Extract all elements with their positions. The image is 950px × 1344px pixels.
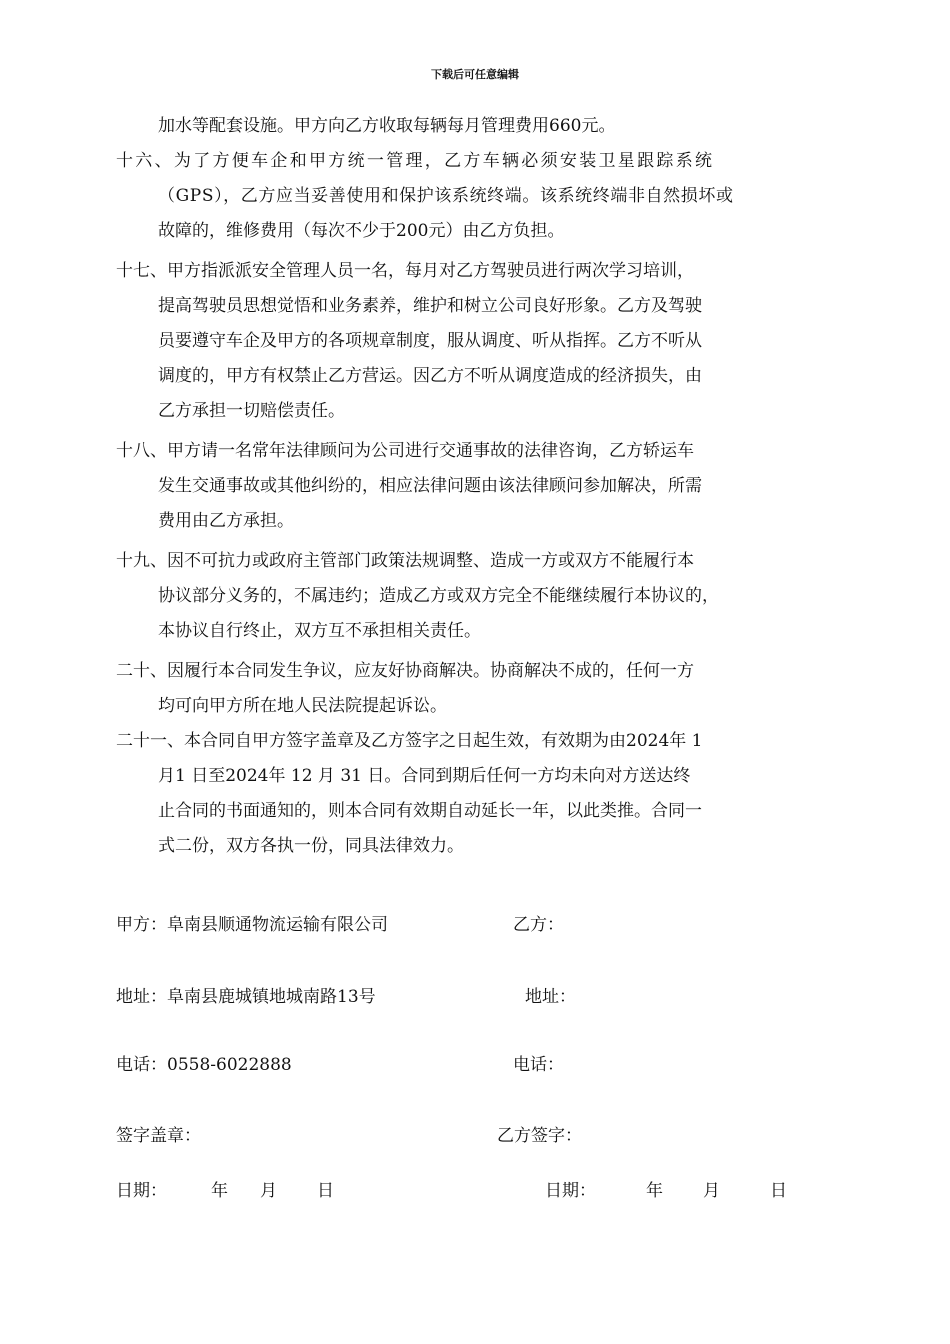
clause-line: 乙方承担一切赔偿责任。 bbox=[158, 401, 345, 421]
clause-line: 本协议自行终止，双方互不承担相关责任。 bbox=[158, 621, 481, 641]
clause-line: 二十一、本合同自甲方签字盖章及乙方签字之日起生效，有效期为由2024年 1 bbox=[116, 731, 703, 751]
party-b-date bbox=[545, 1176, 787, 1201]
party-a-address: 地址：阜南县鹿城镇地城南路13号 bbox=[116, 987, 376, 1007]
clause-line: 十七、甲方指派派安全管理人员一名，每月对乙方驾驶员进行两次学习培训， bbox=[116, 261, 694, 281]
clause-line: 月1 日至2024年 12 月 31 日。合同到期后任何一方均未向对方送达终 bbox=[158, 766, 691, 786]
date-month: 月 bbox=[260, 1181, 277, 1201]
clause-16 bbox=[116, 144, 840, 249]
clause-line: （GPS），乙方应当妥善使用和保护该系统终端。该系统终端非自然损坏或 bbox=[158, 186, 734, 206]
clause-15-continuation bbox=[116, 109, 840, 144]
party-b-name: 乙方： bbox=[513, 915, 564, 935]
date-year: 年 bbox=[646, 1181, 663, 1201]
clause-line: 止合同的书面通知的，则本合同有效期自动延长一年，以此类推。合同一 bbox=[158, 801, 702, 821]
party-b-phone: 电话： bbox=[513, 1055, 564, 1075]
clause-line: 十六、为了方便车企和甲方统一管理，乙方车辆必须安装卫星跟踪系统 bbox=[116, 151, 715, 171]
clause-line: 式二份，双方各执一份，同具法律效力。 bbox=[158, 836, 464, 856]
date-day: 日 bbox=[770, 1181, 787, 1201]
clause-line: 协议部分义务的，不属违约；造成乙方或双方完全不能继续履行本协议的， bbox=[158, 586, 719, 606]
date-label: 日期： bbox=[545, 1181, 596, 1201]
clause-18 bbox=[116, 434, 840, 539]
party-b-signature: 乙方签字： bbox=[497, 1126, 582, 1146]
clause-line: 加水等配套设施。甲方向乙方收取每辆每月管理费用660元。 bbox=[158, 116, 616, 136]
clause-line: 故障的，维修费用（每次不少于200元）由乙方负担。 bbox=[158, 221, 565, 241]
clause-line: 均可向甲方所在地人民法院提起诉讼。 bbox=[158, 696, 447, 716]
clause-line: 费用由乙方承担。 bbox=[158, 511, 294, 531]
clause-17 bbox=[116, 254, 840, 429]
clause-line: 员要遵守车企及甲方的各项规章制度，服从调度、听从指挥。乙方不听从 bbox=[158, 331, 702, 351]
date-day: 日 bbox=[317, 1181, 334, 1201]
party-a-seal: 签字盖章： bbox=[116, 1126, 201, 1146]
party-a-phone: 电话：0558-6022888 bbox=[116, 1055, 292, 1075]
clause-line: 十八、甲方请一名常年法律顾问为公司进行交通事故的法律咨询，乙方轿运车 bbox=[116, 441, 694, 461]
clause-line: 提高驾驶员思想觉悟和业务素养，维护和树立公司良好形象。乙方及驾驶 bbox=[158, 296, 702, 316]
clause-line: 调度的，甲方有权禁止乙方营运。因乙方不听从调度造成的经济损失，由 bbox=[158, 366, 702, 386]
clause-line: 二十、因履行本合同发生争议，应友好协商解决。协商解决不成的，任何一方 bbox=[116, 661, 694, 681]
date-year: 年 bbox=[211, 1181, 228, 1201]
date-month: 月 bbox=[703, 1181, 720, 1201]
clause-line: 十九、因不可抗力或政府主管部门政策法规调整、造成一方或双方不能履行本 bbox=[116, 551, 694, 571]
clause-line: 发生交通事故或其他纠纷的，相应法律问题由该法律顾问参加解决，所需 bbox=[158, 476, 702, 496]
party-a-date bbox=[116, 1176, 334, 1201]
date-label: 日期： bbox=[116, 1181, 167, 1201]
clause-20 bbox=[116, 654, 840, 724]
clause-21 bbox=[116, 724, 840, 864]
clause-19 bbox=[116, 544, 840, 649]
party-b-address: 地址： bbox=[525, 987, 576, 1007]
party-a-name: 甲方：阜南县顺通物流运输有限公司 bbox=[116, 915, 388, 935]
page-header: 下载后可任意编辑 bbox=[431, 68, 519, 81]
